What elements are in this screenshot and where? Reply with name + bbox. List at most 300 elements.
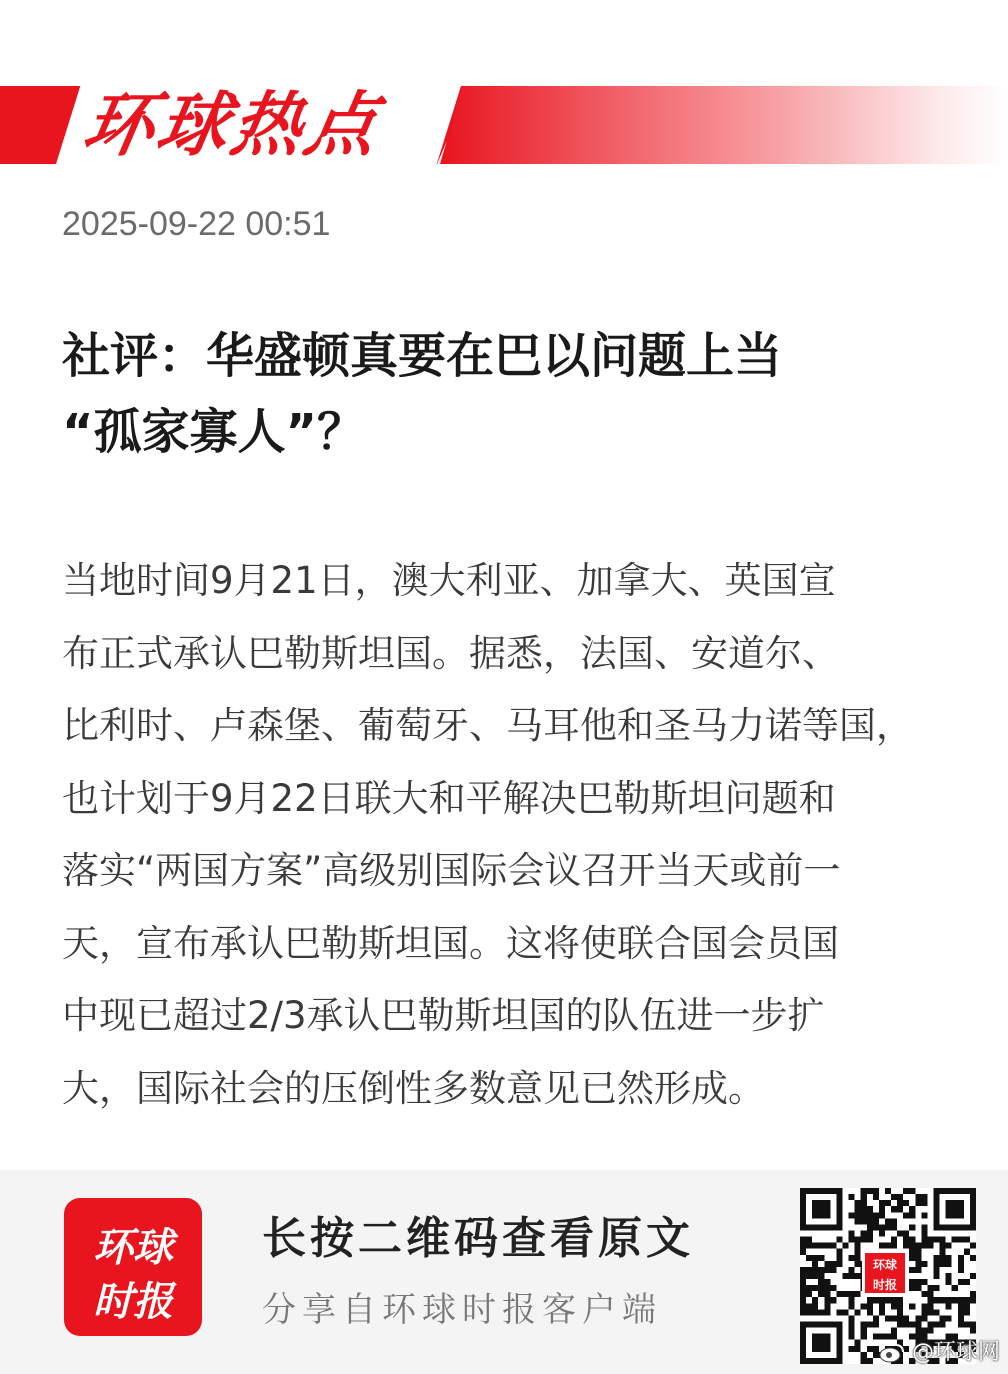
qr-module: [964, 1188, 970, 1194]
qr-module: [830, 1297, 836, 1303]
qr-module: [970, 1200, 976, 1206]
qr-module: [891, 1303, 897, 1309]
qr-module: [861, 1218, 867, 1224]
qr-module: [940, 1255, 946, 1261]
qr-module: [824, 1285, 830, 1291]
qr-module: [909, 1285, 915, 1291]
qr-module: [891, 1194, 897, 1200]
qr-module: [891, 1237, 897, 1243]
qr-module: [867, 1224, 873, 1230]
qr-module: [861, 1328, 867, 1334]
huanqiu-shibao-logo: [64, 1198, 202, 1336]
qr-module: [903, 1200, 909, 1206]
qr-module: [915, 1261, 921, 1267]
body-line: 也计划于9月22日联大和平解决巴勒斯坦问题和: [62, 776, 836, 820]
qr-module: [921, 1315, 927, 1321]
qr-module: [934, 1309, 940, 1315]
qr-module: [818, 1358, 824, 1364]
qr-module: [964, 1309, 970, 1315]
qr-module: [836, 1328, 842, 1334]
qr-module: [970, 1188, 976, 1194]
qr-module: [879, 1230, 885, 1236]
qr-module: [867, 1212, 873, 1218]
qr-module: [909, 1237, 915, 1243]
qr-module: [842, 1243, 848, 1249]
qr-module: [824, 1340, 830, 1346]
qr-module: [952, 1188, 958, 1194]
qr-module: [927, 1285, 933, 1291]
weibo-icon: [879, 1343, 905, 1363]
qr-module: [836, 1224, 842, 1230]
qr-module: [909, 1303, 915, 1309]
qr-module: [873, 1212, 879, 1218]
qr-module: [940, 1188, 946, 1194]
qr-module: [836, 1346, 842, 1352]
qr-module: [873, 1297, 879, 1303]
qr-module: [800, 1224, 806, 1230]
qr-module: [830, 1261, 836, 1267]
qr-module: [915, 1328, 921, 1334]
qr-module: [849, 1212, 855, 1218]
qr-module: [806, 1255, 812, 1261]
qr-module: [873, 1218, 879, 1224]
qr-module: [897, 1206, 903, 1212]
qr-module: [903, 1243, 909, 1249]
qr-module: [970, 1328, 976, 1334]
qr-module: [879, 1243, 885, 1249]
qr-module: [958, 1267, 964, 1273]
qr-module: [818, 1243, 824, 1249]
qr-module: [921, 1328, 927, 1334]
qr-module: [861, 1358, 867, 1364]
logo-text-line: 环球: [93, 1225, 173, 1271]
qr-module: [806, 1273, 812, 1279]
qr-module: [818, 1334, 824, 1340]
qr-module: [934, 1297, 940, 1303]
qr-module: [915, 1322, 921, 1328]
qr-module: [812, 1334, 818, 1340]
qr-module: [800, 1273, 806, 1279]
qr-module: [800, 1218, 806, 1224]
qr-module: [800, 1212, 806, 1218]
qr-module: [940, 1315, 946, 1321]
qr-module: [927, 1328, 933, 1334]
qr-module: [909, 1212, 915, 1218]
qr-module: [921, 1230, 927, 1236]
qr-module: [855, 1200, 861, 1206]
body-line: 当地时间9月21日，澳大利亚、加拿大、英国宣: [62, 559, 836, 602]
qr-module: [855, 1206, 861, 1212]
qr-module: [849, 1322, 855, 1328]
qr-module: [812, 1255, 818, 1261]
qr-module: [927, 1243, 933, 1249]
qr-module: [867, 1230, 873, 1236]
qr-module: [891, 1297, 897, 1303]
qr-module: [800, 1303, 806, 1309]
watermark-text: @环球网: [911, 1340, 1000, 1365]
qr-module: [891, 1243, 897, 1249]
qr-module: [818, 1206, 824, 1212]
qr-module: [855, 1273, 861, 1279]
qr-module: [855, 1261, 861, 1267]
body-line: 落实“两国方案”高级别国际会议召开当天或前一: [62, 849, 841, 892]
qr-module: [909, 1279, 915, 1285]
qr-module: [812, 1224, 818, 1230]
qr-module: [946, 1200, 952, 1206]
qr-module: [934, 1224, 940, 1230]
qr-module: [824, 1322, 830, 1328]
qr-module: [842, 1309, 848, 1315]
qr-module: [812, 1346, 818, 1352]
qr-module: [818, 1188, 824, 1194]
qr-module: [830, 1267, 836, 1273]
qr-module: [964, 1303, 970, 1309]
qr-module: [879, 1224, 885, 1230]
qr-module: [964, 1237, 970, 1243]
qr-module: [958, 1322, 964, 1328]
qr-module: [921, 1212, 927, 1218]
qr-module: [903, 1230, 909, 1236]
qr-module: [800, 1243, 806, 1249]
qr-module: [873, 1224, 879, 1230]
qr-module: [891, 1328, 897, 1334]
qr-module: [812, 1200, 818, 1206]
qr-module: [849, 1303, 855, 1309]
qr-module: [921, 1194, 927, 1200]
qr-module: [879, 1303, 885, 1309]
qr-module: [903, 1315, 909, 1321]
qr-module: [958, 1206, 964, 1212]
qr-module: [946, 1273, 952, 1279]
qr-module: [806, 1358, 812, 1364]
qr-module: [940, 1243, 946, 1249]
qr-module: [836, 1291, 842, 1297]
qr-module: [879, 1206, 885, 1212]
qr-module: [891, 1224, 897, 1230]
qr-module: [824, 1346, 830, 1352]
qr-module: [824, 1303, 830, 1309]
qr-module: [812, 1340, 818, 1346]
qr-module: [970, 1255, 976, 1261]
qr-module: [800, 1194, 806, 1200]
qr-module: [818, 1285, 824, 1291]
qr-module: [867, 1218, 873, 1224]
qr-module: [952, 1237, 958, 1243]
qr-module: [946, 1224, 952, 1230]
qr-module: [940, 1249, 946, 1255]
body-line: 天，宣布承认巴勒斯坦国。这将使联合国会员国: [62, 921, 839, 965]
qr-module: [958, 1315, 964, 1321]
qr-module: [897, 1230, 903, 1236]
qr-module: [927, 1322, 933, 1328]
qr-module: [927, 1297, 933, 1303]
qr-module: [812, 1212, 818, 1218]
qr-module: [818, 1309, 824, 1315]
qr-module: [849, 1328, 855, 1334]
qr-module: [806, 1224, 812, 1230]
qr-module: [806, 1267, 812, 1273]
qr-module: [855, 1309, 861, 1315]
qr-module: [836, 1334, 842, 1340]
body-line: 中现已超过2/3承认巴勒斯坦国的队伍进一步扩: [62, 994, 825, 1037]
qr-module: [830, 1358, 836, 1364]
qr-module: [970, 1212, 976, 1218]
qr-module: [800, 1340, 806, 1346]
qr-module: [836, 1249, 842, 1255]
qr-module: [818, 1322, 824, 1328]
qr-module: [824, 1279, 830, 1285]
qr-module: [958, 1224, 964, 1230]
qr-module: [855, 1212, 861, 1218]
qr-module: [970, 1273, 976, 1279]
headline-line: 社评：华盛顿真要在巴以问题上当: [62, 328, 783, 384]
qr-module: [891, 1206, 897, 1212]
qr-module: [921, 1243, 927, 1249]
qr-module: [824, 1267, 830, 1273]
qr-module: [836, 1188, 842, 1194]
qr-module: [861, 1237, 867, 1243]
qr-module: [970, 1206, 976, 1212]
qr-module: [867, 1309, 873, 1315]
header-banner: [0, 86, 1008, 164]
qr-module: [885, 1243, 891, 1249]
qr-module: [800, 1285, 806, 1291]
qr-module: [818, 1255, 824, 1261]
qr-module: [824, 1212, 830, 1218]
qr-module: [958, 1279, 964, 1285]
qr-module: [836, 1237, 842, 1243]
qr-module: [940, 1224, 946, 1230]
qr-module: [970, 1291, 976, 1297]
qr-module: [836, 1261, 842, 1267]
qr-module: [873, 1322, 879, 1328]
qr-module: [824, 1224, 830, 1230]
body-line: 布正式承认巴勒斯坦国。据悉，法国、安道尔、: [62, 631, 839, 675]
qr-module: [897, 1200, 903, 1206]
qr-module: [812, 1267, 818, 1273]
qr-module: [812, 1297, 818, 1303]
qr-module: [836, 1340, 842, 1346]
qr-module: [861, 1334, 867, 1340]
qr-module: [818, 1267, 824, 1273]
qr-module: [824, 1188, 830, 1194]
qr-module: [812, 1273, 818, 1279]
qr-module: [891, 1315, 897, 1321]
qr-module: [830, 1188, 836, 1194]
qr-module: [861, 1352, 867, 1358]
qr-module: [909, 1243, 915, 1249]
qr-module: [934, 1322, 940, 1328]
qr-module: [946, 1279, 952, 1285]
qr-module: [800, 1309, 806, 1315]
qr-module: [958, 1188, 964, 1194]
qr-module: [836, 1206, 842, 1212]
qr-module: [921, 1200, 927, 1206]
qr-module: [915, 1249, 921, 1255]
qr-module: [952, 1224, 958, 1230]
qr-module: [873, 1334, 879, 1340]
qr-module: [885, 1200, 891, 1206]
qr-module: [836, 1352, 842, 1358]
qr-module: [958, 1200, 964, 1206]
qr-module: [806, 1285, 812, 1291]
qr-module: [849, 1346, 855, 1352]
qr-module: [824, 1261, 830, 1267]
qr-module: [958, 1255, 964, 1261]
qr-module: [855, 1340, 861, 1346]
qr-module: [921, 1279, 927, 1285]
qr-module: [909, 1255, 915, 1261]
qr-module: [849, 1255, 855, 1261]
qr-module: [812, 1322, 818, 1328]
qr-module: [964, 1322, 970, 1328]
qr-module: [873, 1352, 879, 1358]
qr-module: [800, 1279, 806, 1285]
qr-module: [800, 1267, 806, 1273]
qr-center-logo: [862, 1250, 908, 1296]
qr-module: [830, 1224, 836, 1230]
qr-module: [806, 1322, 812, 1328]
qr-module: [915, 1267, 921, 1273]
qr-module: [970, 1322, 976, 1328]
qr-module: [958, 1297, 964, 1303]
qr-module: [970, 1224, 976, 1230]
qr-module: [885, 1315, 891, 1321]
body-line: 比利时、卢森堡、葡萄牙、马耳他和圣马力诺等国，: [62, 704, 913, 747]
qr-module: [800, 1334, 806, 1340]
qr-module: [964, 1224, 970, 1230]
qr-module: [818, 1340, 824, 1346]
qr-module: [946, 1261, 952, 1267]
qr-module: [934, 1273, 940, 1279]
qr-module: [873, 1315, 879, 1321]
qr-module: [824, 1243, 830, 1249]
qr-module: [824, 1206, 830, 1212]
qr-module: [909, 1224, 915, 1230]
qr-module: [818, 1212, 824, 1218]
qr-module: [806, 1303, 812, 1309]
qr-module: [800, 1200, 806, 1206]
qr-module: [934, 1255, 940, 1261]
qr-module: [952, 1206, 958, 1212]
qr-module: [849, 1334, 855, 1340]
qr-module: [824, 1334, 830, 1340]
qr-module: [934, 1212, 940, 1218]
qr-module: [867, 1237, 873, 1243]
qr-module: [855, 1237, 861, 1243]
qr-module: [909, 1206, 915, 1212]
qr-module: [849, 1230, 855, 1236]
qr-module: [915, 1200, 921, 1206]
qr-module: [806, 1291, 812, 1297]
qr-module: [897, 1297, 903, 1303]
qr-module: [934, 1218, 940, 1224]
qr-module: [885, 1224, 891, 1230]
qr-module: [855, 1243, 861, 1249]
qr-module: [867, 1297, 873, 1303]
qr-module: [970, 1194, 976, 1200]
qr-module: [897, 1322, 903, 1328]
qr-module: [855, 1255, 861, 1261]
qr-module: [818, 1273, 824, 1279]
qr-module: [927, 1303, 933, 1309]
qr-module: [970, 1243, 976, 1249]
qr-module: [903, 1188, 909, 1194]
qr-module: [970, 1218, 976, 1224]
qr-module: [867, 1358, 873, 1364]
qr-module: [934, 1285, 940, 1291]
qr-module: [909, 1322, 915, 1328]
qr-module: [915, 1279, 921, 1285]
qr-module: [958, 1237, 964, 1243]
qr-module: [861, 1188, 867, 1194]
qr-module: [849, 1194, 855, 1200]
qr-module: [836, 1212, 842, 1218]
qr-module: [818, 1346, 824, 1352]
qr-module: [800, 1352, 806, 1358]
qr-module: [934, 1206, 940, 1212]
qr-module: [812, 1261, 818, 1267]
qr-module: [806, 1309, 812, 1315]
qr-module: [879, 1309, 885, 1315]
qr-module: [940, 1322, 946, 1328]
qr-module: [800, 1206, 806, 1212]
qr-module: [946, 1188, 952, 1194]
qr-module: [921, 1261, 927, 1267]
qr-module: [909, 1267, 915, 1273]
qr-module: [836, 1322, 842, 1328]
qr-module: [879, 1212, 885, 1218]
qr-module: [873, 1194, 879, 1200]
qr-module: [849, 1267, 855, 1273]
qr-module: [861, 1206, 867, 1212]
qr-module: [958, 1309, 964, 1315]
qr-module: [927, 1291, 933, 1297]
qr-module: [849, 1297, 855, 1303]
headline-line: “孤家寡人”？: [62, 404, 366, 460]
qr-module: [964, 1297, 970, 1303]
qr-module: [915, 1255, 921, 1261]
qr-module: [855, 1218, 861, 1224]
qr-module: [806, 1243, 812, 1249]
qr-module: [818, 1200, 824, 1206]
qr-module: [946, 1297, 952, 1303]
qr-module: [934, 1194, 940, 1200]
qr-module: [934, 1188, 940, 1194]
qr-instruction: 长按二维码查看原文: [262, 1213, 694, 1264]
qr-logo-text: 环球: [872, 1258, 897, 1272]
qr-module: [946, 1206, 952, 1212]
qr-module: [830, 1322, 836, 1328]
qr-module: [800, 1297, 806, 1303]
qr-module: [849, 1273, 855, 1279]
qr-module: [812, 1358, 818, 1364]
qr-module: [964, 1249, 970, 1255]
share-source: 分享自环球时报客户端: [262, 1290, 662, 1330]
qr-module: [921, 1237, 927, 1243]
qr-module: [836, 1194, 842, 1200]
logo-text-line: 时报: [93, 1279, 173, 1325]
qr-module: [909, 1249, 915, 1255]
watermark: [879, 1335, 1000, 1366]
publish-timestamp: 2025-09-22 00:51: [62, 205, 331, 243]
qr-module: [800, 1322, 806, 1328]
qr-module: [812, 1243, 818, 1249]
qr-module: [836, 1200, 842, 1206]
qr-module: [952, 1212, 958, 1218]
qr-module: [824, 1358, 830, 1364]
qr-module: [836, 1309, 842, 1315]
